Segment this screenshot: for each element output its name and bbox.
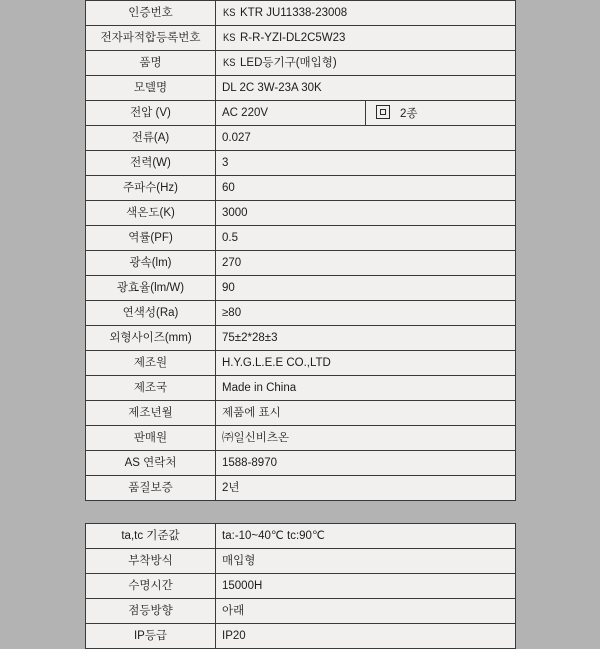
row-label: 광효율(lm/W)	[86, 276, 216, 301]
row-label: 전력(W)	[86, 151, 216, 176]
row-value	[216, 51, 516, 76]
row-value: 75±2*28±3	[216, 326, 516, 351]
row-value: 매입형	[216, 549, 516, 574]
row-label: 모델명	[86, 76, 216, 101]
table-row	[86, 126, 516, 151]
table-row	[86, 26, 516, 51]
table-row	[86, 426, 516, 451]
ks-mark-icon: KS	[222, 6, 236, 19]
spec-table-secondary	[85, 523, 516, 649]
spec-table-main	[85, 0, 516, 501]
row-label: 품질보증	[86, 476, 216, 501]
row-label: 제조국	[86, 376, 216, 401]
table-row	[86, 549, 516, 574]
table-row	[86, 476, 516, 501]
row-value: ≥80	[216, 301, 516, 326]
table-row	[86, 401, 516, 426]
row-label: 광속(lm)	[86, 251, 216, 276]
row-label: 연색성(Ra)	[86, 301, 216, 326]
table-row	[86, 599, 516, 624]
row-value: 0.027	[216, 126, 516, 151]
row-value	[216, 1, 516, 26]
row-value: 3	[216, 151, 516, 176]
ks-mark-icon: KS	[222, 31, 236, 44]
table-row	[86, 201, 516, 226]
row-label: 판매원	[86, 426, 216, 451]
row-value: DL 2C 3W-23A 30K	[216, 76, 516, 101]
row-value: IP20	[216, 624, 516, 649]
row-label: 수명시간	[86, 574, 216, 599]
class-2-label: 2종	[400, 108, 418, 121]
row-label: ta,tc 기준값	[86, 524, 216, 549]
row-value: 1588-8970	[216, 451, 516, 476]
row-label: 점등방향	[86, 599, 216, 624]
row-value: 270	[216, 251, 516, 276]
table-row	[86, 524, 516, 549]
table-row-voltage	[86, 101, 516, 126]
row-value: AC 220V	[216, 101, 366, 126]
row-label: 역률(PF)	[86, 226, 216, 251]
row-value: 제품에 표시	[216, 401, 516, 426]
row-label: 외형사이즈(mm)	[86, 326, 216, 351]
row-label: 전자파적합등록번호	[86, 26, 216, 51]
table-row	[86, 1, 516, 26]
table-row	[86, 276, 516, 301]
row-label: 색온도(K)	[86, 201, 216, 226]
row-value: 60	[216, 176, 516, 201]
table-row	[86, 574, 516, 599]
table-row	[86, 176, 516, 201]
row-value	[216, 26, 516, 51]
row-label: 제조원	[86, 351, 216, 376]
ks-mark-icon: KS	[222, 56, 236, 69]
table-row	[86, 151, 516, 176]
row-label: 주파수(Hz)	[86, 176, 216, 201]
row-label: 제조년월	[86, 401, 216, 426]
row-value: 3000	[216, 201, 516, 226]
table-row	[86, 301, 516, 326]
row-value: ㈜일신비츠온	[216, 426, 516, 451]
row-value: 15000H	[216, 574, 516, 599]
row-value: Made in China	[216, 376, 516, 401]
row-label: 인증번호	[86, 1, 216, 26]
row-value: 2년	[216, 476, 516, 501]
row-value-text: R-R-YZI-DL2C5W23	[240, 31, 346, 44]
row-label: AS 연락처	[86, 451, 216, 476]
row-value: H.Y.G.L.E.E CO.,LTD	[216, 351, 516, 376]
table-row	[86, 624, 516, 649]
row-label: IP등급	[86, 624, 216, 649]
background-strip	[0, 501, 600, 523]
row-label: 전류(A)	[86, 126, 216, 151]
row-label: 전압 (V)	[86, 101, 216, 126]
row-value: 아래	[216, 599, 516, 624]
row-value: 90	[216, 276, 516, 301]
table-row	[86, 326, 516, 351]
row-value: 0.5	[216, 226, 516, 251]
table-row	[86, 51, 516, 76]
insulation-class-cell	[366, 101, 516, 126]
row-label: 품명	[86, 51, 216, 76]
row-value-text: LED등기구(매입형)	[240, 56, 337, 69]
row-value: ta:-10~40℃ tc:90℃	[216, 524, 516, 549]
table-row	[86, 351, 516, 376]
table-row	[86, 251, 516, 276]
table-row	[86, 76, 516, 101]
spec-table-main-body	[86, 1, 516, 501]
class-2-box-icon	[376, 105, 390, 119]
table-row	[86, 226, 516, 251]
spec-table-secondary-body	[86, 524, 516, 649]
row-label: 부착방식	[86, 549, 216, 574]
table-row	[86, 451, 516, 476]
row-value-text: KTR JU11338-23008	[240, 6, 348, 19]
table-row	[86, 376, 516, 401]
